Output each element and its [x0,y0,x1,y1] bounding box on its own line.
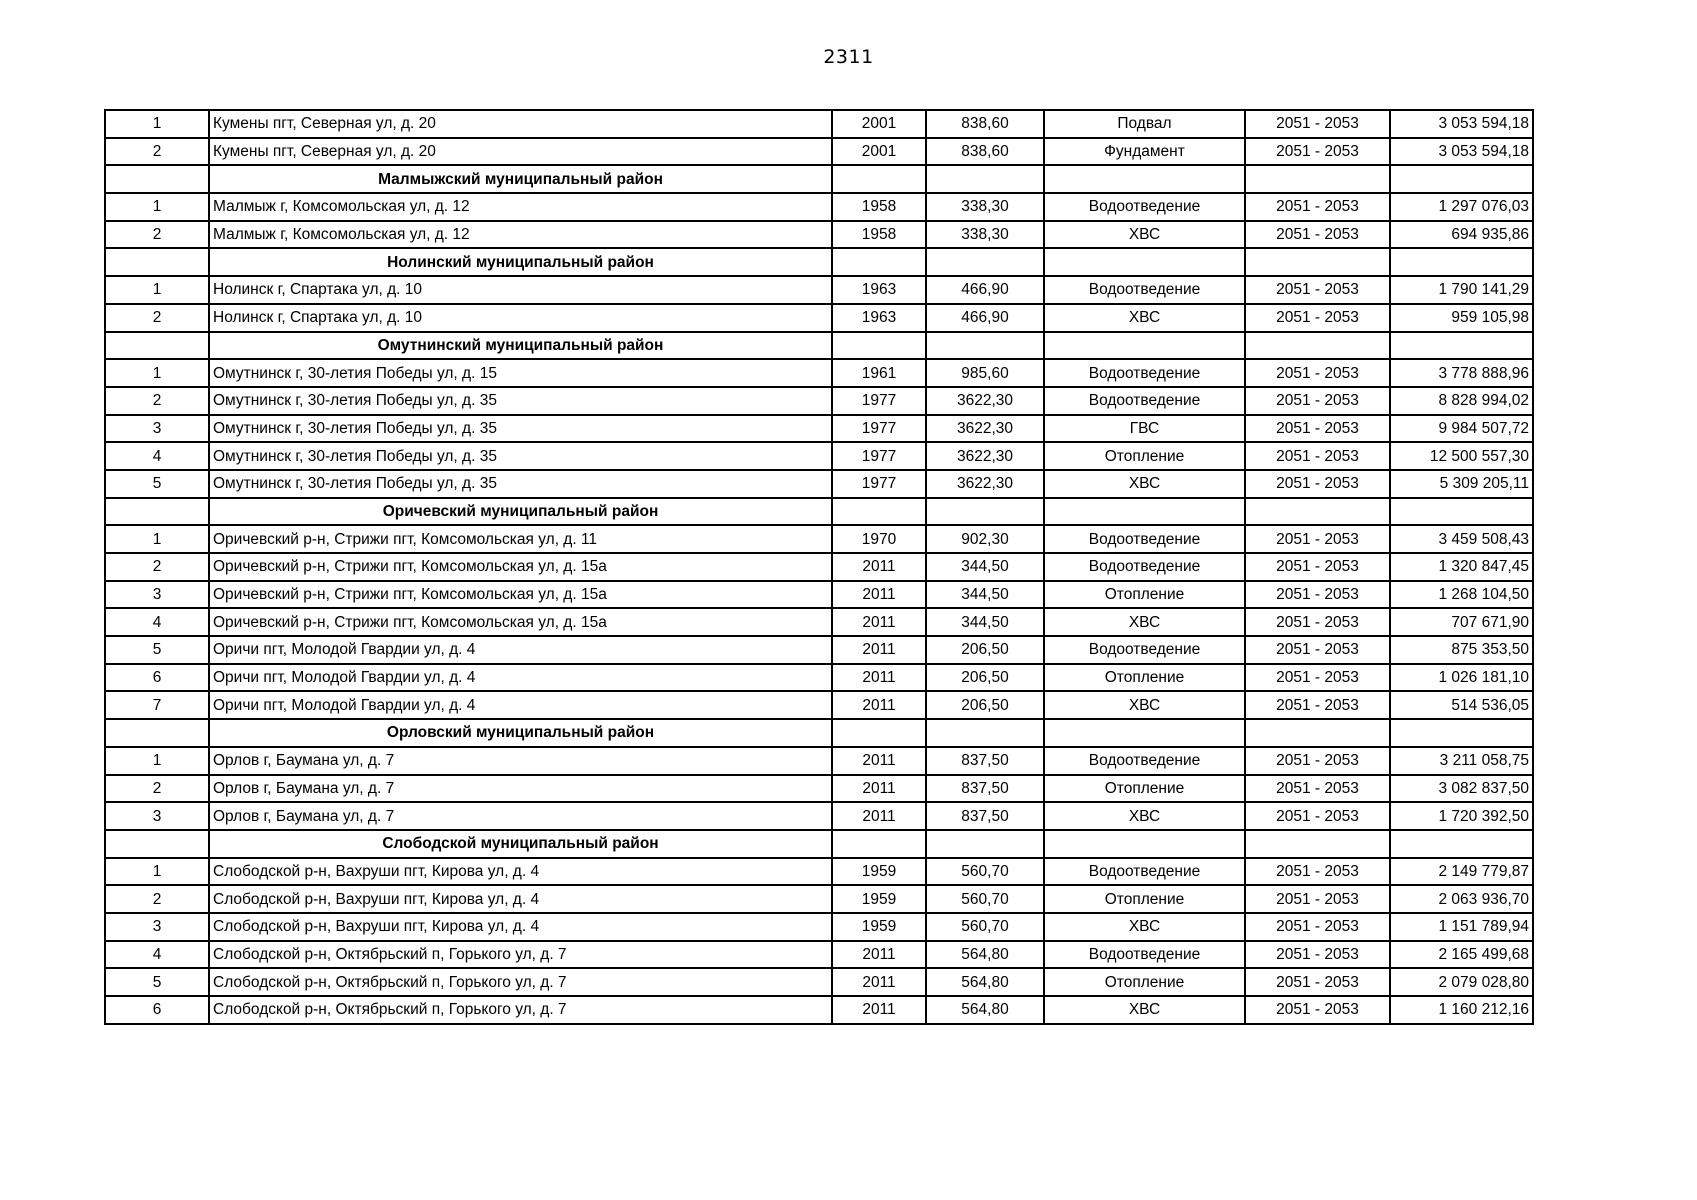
district-name: Слободской муниципальный район [209,830,832,858]
district-header-row [105,165,1533,193]
structural-element-cell: ХВС [1044,913,1245,941]
district-name: Орловский муниципальный район [209,719,832,747]
empty-cell [1245,830,1390,858]
row-number-cell: 1 [105,193,209,221]
build-year-cell: 1958 [832,193,926,221]
cost-cell: 3 211 058,75 [1390,747,1533,775]
district-name: Омутнинский муниципальный район [209,332,832,360]
structural-element-cell: Водоотведение [1044,747,1245,775]
area-cell: 3622,30 [926,415,1044,443]
cost-cell: 9 984 507,72 [1390,415,1533,443]
row-number-cell: 1 [105,359,209,387]
structural-element-cell: Водоотведение [1044,525,1245,553]
empty-cell [1044,248,1245,276]
repair-period-cell: 2051 - 2053 [1245,276,1390,304]
table-row [105,802,1533,830]
area-cell: 985,60 [926,359,1044,387]
build-year-cell: 1959 [832,858,926,886]
cost-cell: 1 026 181,10 [1390,664,1533,692]
address-cell: Оричи пгт, Молодой Гвардии ул, д. 4 [209,664,832,692]
empty-cell [1044,498,1245,526]
repair-period-cell: 2051 - 2053 [1245,775,1390,803]
structural-element-cell: ХВС [1044,608,1245,636]
address-cell: Оричевский р-н, Стрижи пгт, Комсомольская ул, д. 15а [209,581,832,609]
build-year-cell: 2011 [832,581,926,609]
build-year-cell: 1961 [832,359,926,387]
empty-cell [1245,165,1390,193]
row-number-cell: 2 [105,553,209,581]
area-cell: 838,60 [926,138,1044,166]
cost-cell: 3 778 888,96 [1390,359,1533,387]
district-header-row [105,719,1533,747]
area-cell: 838,60 [926,110,1044,138]
structural-element-cell: Отопление [1044,775,1245,803]
empty-cell [926,248,1044,276]
structural-element-cell: Водоотведение [1044,276,1245,304]
repair-period-cell: 2051 - 2053 [1245,747,1390,775]
table-row [105,442,1533,470]
structural-element-cell: Отопление [1044,968,1245,996]
area-cell: 3622,30 [926,387,1044,415]
row-number-cell: 5 [105,470,209,498]
structural-element-cell: ХВС [1044,802,1245,830]
area-cell: 206,50 [926,691,1044,719]
area-cell: 466,90 [926,276,1044,304]
address-cell: Кумены пгт, Северная ул, д. 20 [209,138,832,166]
build-year-cell: 1963 [832,304,926,332]
repair-period-cell: 2051 - 2053 [1245,304,1390,332]
row-number-cell: 1 [105,276,209,304]
empty-cell [105,248,209,276]
empty-cell [1044,332,1245,360]
address-cell: Слободской р-н, Октябрьский п, Горького ул, д. 7 [209,996,832,1024]
address-cell: Слободской р-н, Вахруши пгт, Кирова ул, д. 4 [209,885,832,913]
repair-schedule-table [104,109,1534,1025]
repair-period-cell: 2051 - 2053 [1245,608,1390,636]
row-number-cell: 7 [105,691,209,719]
cost-cell: 694 935,86 [1390,221,1533,249]
structural-element-cell: Водоотведение [1044,858,1245,886]
area-cell: 560,70 [926,858,1044,886]
repair-period-cell: 2051 - 2053 [1245,553,1390,581]
build-year-cell: 1958 [832,221,926,249]
table-row [105,775,1533,803]
repair-period-cell: 2051 - 2053 [1245,525,1390,553]
repair-period-cell: 2051 - 2053 [1245,193,1390,221]
repair-period-cell: 2051 - 2053 [1245,802,1390,830]
address-cell: Оричевский р-н, Стрижи пгт, Комсомольская ул, д. 11 [209,525,832,553]
address-cell: Малмыж г, Комсомольская ул, д. 12 [209,221,832,249]
empty-cell [926,165,1044,193]
cost-cell: 3 082 837,50 [1390,775,1533,803]
row-number-cell: 3 [105,913,209,941]
area-cell: 344,50 [926,553,1044,581]
structural-element-cell: Водоотведение [1044,193,1245,221]
row-number-cell: 2 [105,885,209,913]
cost-cell: 707 671,90 [1390,608,1533,636]
repair-period-cell: 2051 - 2053 [1245,664,1390,692]
district-name: Малмыжский муниципальный район [209,165,832,193]
table-row [105,858,1533,886]
build-year-cell: 1977 [832,442,926,470]
row-number-cell: 2 [105,775,209,803]
cost-cell: 3 459 508,43 [1390,525,1533,553]
address-cell: Слободской р-н, Вахруши пгт, Кирова ул, д. 4 [209,858,832,886]
structural-element-cell: Отопление [1044,885,1245,913]
structural-element-cell: Отопление [1044,581,1245,609]
table-row [105,636,1533,664]
area-cell: 466,90 [926,304,1044,332]
repair-period-cell: 2051 - 2053 [1245,996,1390,1024]
repair-period-cell: 2051 - 2053 [1245,581,1390,609]
address-cell: Орлов г, Баумана ул, д. 7 [209,775,832,803]
build-year-cell: 2011 [832,636,926,664]
build-year-cell: 2001 [832,110,926,138]
address-cell: Слободской р-н, Октябрьский п, Горького ул, д. 7 [209,941,832,969]
structural-element-cell: Водоотведение [1044,941,1245,969]
district-name: Оричевский муниципальный район [209,498,832,526]
build-year-cell: 2011 [832,747,926,775]
repair-period-cell: 2051 - 2053 [1245,691,1390,719]
table-row [105,691,1533,719]
row-number-cell: 5 [105,636,209,664]
repair-period-cell: 2051 - 2053 [1245,359,1390,387]
cost-cell: 959 105,98 [1390,304,1533,332]
cost-cell: 8 828 994,02 [1390,387,1533,415]
area-cell: 837,50 [926,802,1044,830]
cost-cell: 1 151 789,94 [1390,913,1533,941]
table-row [105,387,1533,415]
cost-cell: 3 053 594,18 [1390,110,1533,138]
table-row [105,138,1533,166]
row-number-cell: 4 [105,442,209,470]
row-number-cell: 1 [105,525,209,553]
build-year-cell: 1963 [832,276,926,304]
area-cell: 564,80 [926,968,1044,996]
build-year-cell: 2011 [832,775,926,803]
table-row [105,359,1533,387]
empty-cell [832,332,926,360]
row-number-cell: 2 [105,304,209,332]
table-row [105,968,1533,996]
table-row [105,110,1533,138]
address-cell: Нолинск г, Спартака ул, д. 10 [209,304,832,332]
structural-element-cell: ХВС [1044,304,1245,332]
structural-element-cell: Отопление [1044,664,1245,692]
address-cell: Кумены пгт, Северная ул, д. 20 [209,110,832,138]
build-year-cell: 2011 [832,941,926,969]
table-row [105,996,1533,1024]
cost-cell: 1 297 076,03 [1390,193,1533,221]
empty-cell [1044,830,1245,858]
cost-cell: 1 268 104,50 [1390,581,1533,609]
structural-element-cell: Водоотведение [1044,359,1245,387]
cost-cell: 2 165 499,68 [1390,941,1533,969]
row-number-cell: 3 [105,581,209,609]
address-cell: Оричи пгт, Молодой Гвардии ул, д. 4 [209,691,832,719]
table-row [105,415,1533,443]
empty-cell [926,332,1044,360]
structural-element-cell: Водоотведение [1044,387,1245,415]
area-cell: 837,50 [926,775,1044,803]
structural-element-cell: Водоотведение [1044,636,1245,664]
address-cell: Оричи пгт, Молодой Гвардии ул, д. 4 [209,636,832,664]
structural-element-cell: ХВС [1044,470,1245,498]
structural-element-cell: Фундамент [1044,138,1245,166]
row-number-cell: 2 [105,221,209,249]
build-year-cell: 2011 [832,608,926,636]
repair-period-cell: 2051 - 2053 [1245,470,1390,498]
table-row [105,304,1533,332]
table-row [105,193,1533,221]
row-number-cell: 5 [105,968,209,996]
repair-period-cell: 2051 - 2053 [1245,138,1390,166]
build-year-cell: 2011 [832,802,926,830]
address-cell: Оричевский р-н, Стрижи пгт, Комсомольская ул, д. 15а [209,608,832,636]
area-cell: 344,50 [926,581,1044,609]
cost-cell: 5 309 205,11 [1390,470,1533,498]
empty-cell [1390,498,1533,526]
cost-cell: 514 536,05 [1390,691,1533,719]
build-year-cell: 1977 [832,387,926,415]
empty-cell [105,332,209,360]
empty-cell [832,248,926,276]
area-cell: 206,50 [926,636,1044,664]
district-header-row [105,498,1533,526]
area-cell: 564,80 [926,941,1044,969]
structural-element-cell: Водоотведение [1044,553,1245,581]
address-cell: Омутнинск г, 30-летия Победы ул, д. 35 [209,442,832,470]
row-number-cell: 4 [105,941,209,969]
repair-period-cell: 2051 - 2053 [1245,636,1390,664]
repair-period-cell: 2051 - 2053 [1245,110,1390,138]
empty-cell [105,498,209,526]
address-cell: Омутнинск г, 30-летия Победы ул, д. 35 [209,387,832,415]
address-cell: Омутнинск г, 30-летия Победы ул, д. 15 [209,359,832,387]
structural-element-cell: Отопление [1044,442,1245,470]
address-cell: Орлов г, Баумана ул, д. 7 [209,802,832,830]
cost-cell: 1 320 847,45 [1390,553,1533,581]
build-year-cell: 1970 [832,525,926,553]
build-year-cell: 2011 [832,968,926,996]
cost-cell: 2 149 779,87 [1390,858,1533,886]
empty-cell [926,830,1044,858]
empty-cell [1245,719,1390,747]
repair-period-cell: 2051 - 2053 [1245,387,1390,415]
address-cell: Слободской р-н, Вахруши пгт, Кирова ул, д. 4 [209,913,832,941]
empty-cell [1245,498,1390,526]
area-cell: 3622,30 [926,470,1044,498]
empty-cell [1044,165,1245,193]
district-name: Нолинский муниципальный район [209,248,832,276]
table-row [105,553,1533,581]
table-row [105,608,1533,636]
page-number: 2311 [823,46,874,68]
row-number-cell: 4 [105,608,209,636]
table-row [105,276,1533,304]
empty-cell [1044,719,1245,747]
area-cell: 837,50 [926,747,1044,775]
cost-cell: 3 053 594,18 [1390,138,1533,166]
row-number-cell: 6 [105,996,209,1024]
table-row [105,525,1533,553]
table-body [105,110,1533,1024]
area-cell: 564,80 [926,996,1044,1024]
district-header-row [105,830,1533,858]
district-header-row [105,248,1533,276]
table-row [105,470,1533,498]
table-row [105,581,1533,609]
build-year-cell: 1977 [832,470,926,498]
cost-cell: 1 720 392,50 [1390,802,1533,830]
repair-period-cell: 2051 - 2053 [1245,442,1390,470]
cost-cell: 1 790 141,29 [1390,276,1533,304]
empty-cell [832,830,926,858]
area-cell: 338,30 [926,193,1044,221]
area-cell: 902,30 [926,525,1044,553]
address-cell: Нолинск г, Спартака ул, д. 10 [209,276,832,304]
cost-cell: 1 160 212,16 [1390,996,1533,1024]
district-header-row [105,332,1533,360]
repair-period-cell: 2051 - 2053 [1245,221,1390,249]
empty-cell [832,498,926,526]
empty-cell [1390,248,1533,276]
cost-cell: 2 079 028,80 [1390,968,1533,996]
address-cell: Омутнинск г, 30-летия Победы ул, д. 35 [209,470,832,498]
build-year-cell: 2001 [832,138,926,166]
repair-period-cell: 2051 - 2053 [1245,968,1390,996]
area-cell: 3622,30 [926,442,1044,470]
row-number-cell: 3 [105,802,209,830]
row-number-cell: 1 [105,747,209,775]
row-number-cell: 1 [105,858,209,886]
structural-element-cell: Подвал [1044,110,1245,138]
row-number-cell: 2 [105,138,209,166]
empty-cell [832,719,926,747]
table-row [105,885,1533,913]
empty-cell [105,830,209,858]
build-year-cell: 1977 [832,415,926,443]
cost-cell: 12 500 557,30 [1390,442,1533,470]
empty-cell [1390,830,1533,858]
cost-cell: 2 063 936,70 [1390,885,1533,913]
address-cell: Оричевский р-н, Стрижи пгт, Комсомольская ул, д. 15а [209,553,832,581]
build-year-cell: 2011 [832,553,926,581]
repair-period-cell: 2051 - 2053 [1245,885,1390,913]
structural-element-cell: ХВС [1044,691,1245,719]
row-number-cell: 2 [105,387,209,415]
row-number-cell: 3 [105,415,209,443]
empty-cell [926,719,1044,747]
empty-cell [105,719,209,747]
area-cell: 344,50 [926,608,1044,636]
repair-period-cell: 2051 - 2053 [1245,858,1390,886]
table-row [105,664,1533,692]
empty-cell [1390,332,1533,360]
row-number-cell: 1 [105,110,209,138]
address-cell: Слободской р-н, Октябрьский п, Горького ул, д. 7 [209,968,832,996]
repair-period-cell: 2051 - 2053 [1245,913,1390,941]
structural-element-cell: ХВС [1044,996,1245,1024]
build-year-cell: 2011 [832,691,926,719]
table-row [105,941,1533,969]
empty-cell [1245,332,1390,360]
cost-cell: 875 353,50 [1390,636,1533,664]
address-cell: Орлов г, Баумана ул, д. 7 [209,747,832,775]
repair-period-cell: 2051 - 2053 [1245,415,1390,443]
empty-cell [832,165,926,193]
build-year-cell: 1959 [832,885,926,913]
empty-cell [1390,165,1533,193]
table-row [105,747,1533,775]
address-cell: Малмыж г, Комсомольская ул, д. 12 [209,193,832,221]
area-cell: 206,50 [926,664,1044,692]
address-cell: Омутнинск г, 30-летия Победы ул, д. 35 [209,415,832,443]
area-cell: 560,70 [926,913,1044,941]
build-year-cell: 2011 [832,664,926,692]
structural-element-cell: ХВС [1044,221,1245,249]
build-year-cell: 1959 [832,913,926,941]
table-row [105,221,1533,249]
build-year-cell: 2011 [832,996,926,1024]
repair-period-cell: 2051 - 2053 [1245,941,1390,969]
empty-cell [1390,719,1533,747]
empty-cell [105,165,209,193]
structural-element-cell: ГВС [1044,415,1245,443]
area-cell: 560,70 [926,885,1044,913]
empty-cell [1245,248,1390,276]
table-row [105,913,1533,941]
row-number-cell: 6 [105,664,209,692]
empty-cell [926,498,1044,526]
area-cell: 338,30 [926,221,1044,249]
